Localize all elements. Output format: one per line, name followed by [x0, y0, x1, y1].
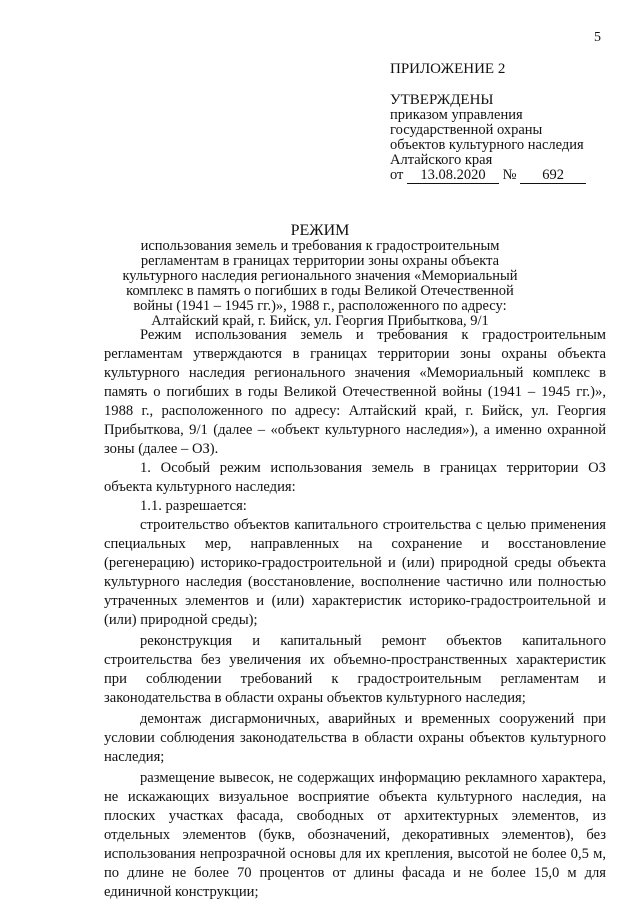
title-line: Алтайский край, г. Бийск, ул. Георгия Прибыткова, 9/1 — [151, 313, 489, 329]
title-heading: РЕЖИМ — [290, 222, 350, 239]
document-title — [120, 222, 520, 329]
appendix-label: ПРИЛОЖЕНИЕ 2 — [390, 61, 506, 77]
order-date: 13.08.2020 — [407, 168, 499, 184]
order-line: государственной охраны — [390, 122, 543, 138]
section-1-heading: 1. Особый режим использования земель в границах территории ОЗ объекта культурного наследия: — [104, 460, 606, 495]
order-line: приказом управления — [390, 107, 523, 123]
approval-block — [390, 62, 625, 184]
permitted-item-demolition: демонтаж дисгармоничных, аварийных и временных сооружений при условии соблюдения законодательства в области охраны объектов культурного наследия; — [104, 711, 606, 765]
permitted-item-reconstruction: реконструкция и капитальный ремонт объектов капитального строительства без увеличения их объемно-пространственных характеристик при соблюдении требований к градостроительным регламентам и законодательства в области охраны объектов культурного наследия; — [104, 633, 606, 706]
intro-paragraph: Режим использования земель и требования к градостроительным регламентам утверждаются в границах территории зоны охраны объекта культурного наследия регионального значения «Мемориальный комплекс в память о погибших в годы Великой Отечественной войны (1941 – 1945 гг.)», 1988 г., расположенного по адресу: Алтайский край, г. Бийск, ул. Георгия Прибыткова, 9/1 (далее – «объект культурного наследия»), а именно охранной зоны (далее – ОЗ). — [104, 327, 606, 457]
order-line: объектов культурного наследия — [390, 137, 584, 153]
document-body — [104, 326, 606, 902]
permitted-item-signage: размещение вывесок, не содержащих информацию рекламного характера, не искажающих визуальное восприятие объекта культурного наследия, на плоских участках фасада, свободных от архитектурных элементов, из отдельных элементов (букв, обозначений, декоративных элементов), без использования непрозрачной основы для их крепления, высотой не более 0,5 м, по длине не более 70 процентов от длины фасада и не более 15,0 м для единичной конструкции; — [104, 770, 606, 900]
title-line: использования земель и требования к градостроительным — [140, 238, 500, 254]
page-number: 5 — [594, 30, 601, 45]
order-number: 692 — [520, 168, 586, 184]
order-date-line — [390, 168, 625, 184]
title-line: культурного наследия регионального значения «Мемориальный — [122, 268, 518, 284]
approved-label: УТВЕРЖДЕНЫ — [390, 92, 494, 108]
number-label: № — [502, 167, 517, 183]
permitted-item-construction: строительство объектов капитального строительства с целью применения специальных мер, направленных на сохранение и восстановление (регенерацию) историко-градостроительной и (или) природной среды объекта культурного наследия (восстановление, восполнение частично или полностью утраченных элементов и (или) характеристик историко-градостроительной и (или) природной среды); — [104, 517, 606, 628]
title-line: войны (1941 – 1945 гг.)», 1988 г., расположенного по адресу: — [133, 298, 507, 314]
order-line: Алтайского края — [390, 152, 493, 168]
title-line: комплекс в память о погибших в годы Великой Отечественной — [126, 283, 514, 299]
from-label: от — [390, 167, 404, 183]
title-line: регламентам в границах территории зоны охраны объекта — [140, 253, 500, 269]
subsection-1-1-heading: 1.1. разрешается: — [140, 498, 247, 514]
